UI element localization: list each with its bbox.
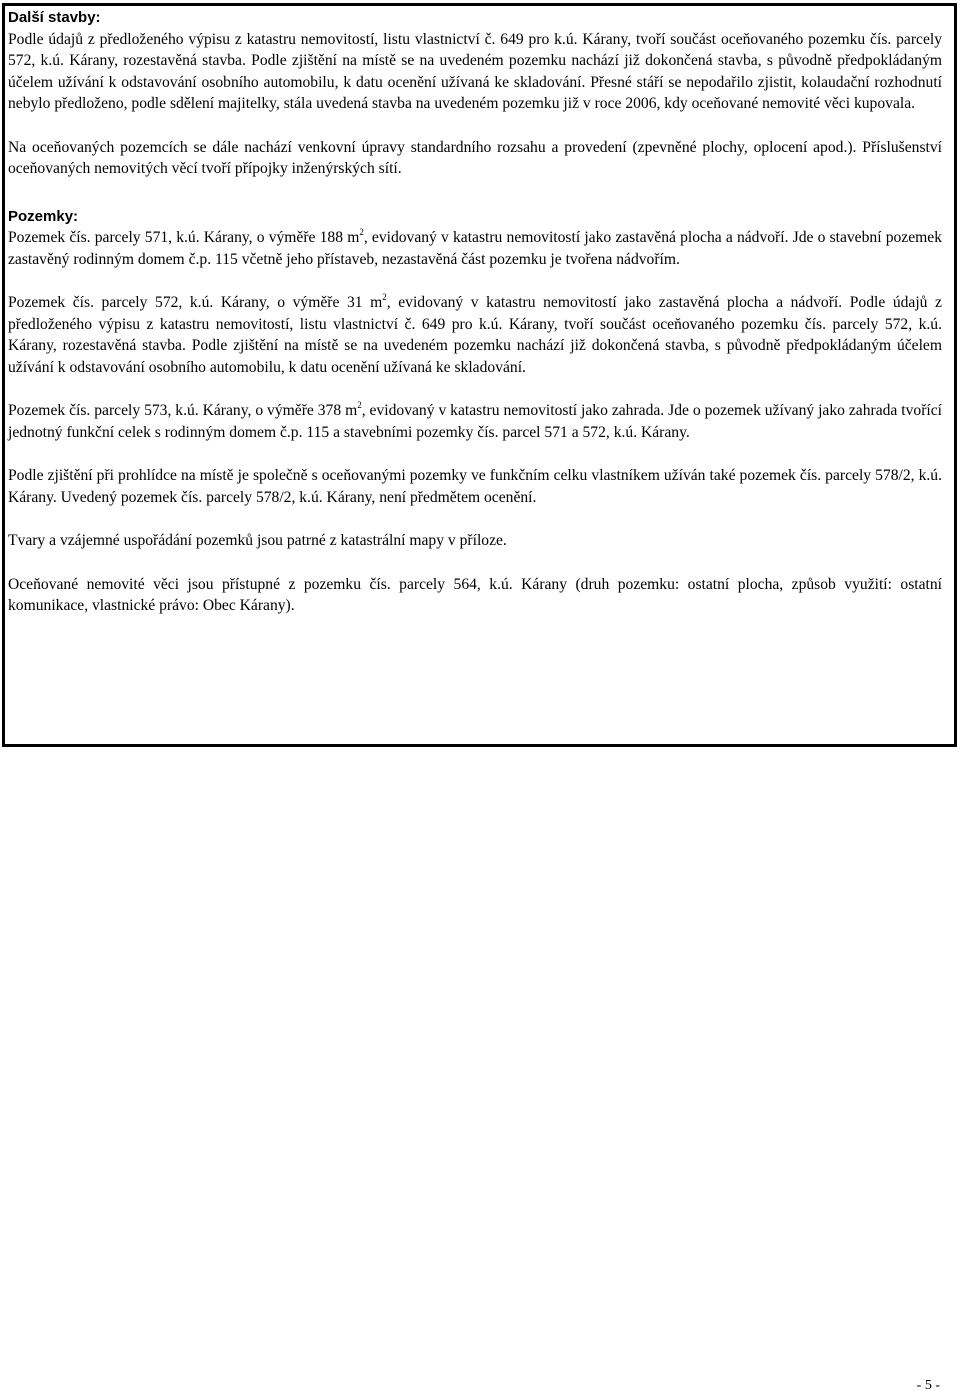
inspection-paragraph: Podle zjištění při prohlídce na místě je společně s oceňovanými pozemky ve funkčním celku vlastníkem užíván také pozemek čís. parcely 578/2, k.ú. Kárany. Uvedený pozemek čís. parcely 578/2, k.ú. Kárany, není předmětem ocenění. [8,467,942,506]
land-heading: Pozemky: [8,207,79,225]
shapes-paragraph: Tvary a vzájemné uspořádání pozemků jsou patrné z katastrální mapy v příloze. [8,532,507,549]
parcel-571-paragraph [8,227,942,270]
parcel-573-text: Pozemek čís. parcely 573, k.ú. Kárany, o výměře 378 m [8,402,358,419]
parcel-571-text: Pozemek čís. parcely 571, k.ú. Kárany, o výměře 188 m [8,229,360,246]
parcel-571-text-rest: , evidovaný v katastru nemovitostí jako zastavěná plocha a nádvoří. Jde o stavební pozemek zastavěný rodinným domem č.p. 115 včetně jeho přístaveb, nezastavěná část pozemku je tvořena nádvořím. [8,229,942,268]
parcel-572-text-rest: , evidovaný v katastru nemovitostí jako zastavěná plocha a nádvoří. Podle údajů z předloženého výpisu z katastru nemovitostí, listu vlastnictví č. 649 pro k.ú. Kárany, tvoří součást oceňovaného pozemku čís. parcely 572, k.ú. Kárany, rozestavěná stavba. Podle zjištění na místě se na uvedeném pozemku nachází již dokončená stavba, s původně předpokládaným účelem užívání k odstavování osobního automobilu, k datu ocenění užívaná ke skladování. [8,294,942,376]
parcel-571-unit-exponent: 2 [359,227,364,237]
other-buildings-paragraph: Podle údajů z předloženého výpisu z katastru nemovitostí, listu vlastnictví č. 649 pro k.ú. Kárany, tvoří součást oceňovaného pozemku čís. parcely 572, k.ú. Kárany, rozestavěná stavba. Podle zjištění na místě se na uvedeném pozemku nachází již dokončená stavba, s původně předpokládaným účelem užívání k odstavování osobního automobilu, k datu ocenění užívaná ke skladování. Přesné stáří se nepodařilo zjistit, kolaudační rozhodnutí nebylo předloženo, podle sdělení majitelky, stála uvedená stavba na uvedeném pozemku již v roce 2006, kdy oceňované nemovité věci kupovala. [8,30,942,112]
parcel-572-unit-exponent: 2 [382,292,387,302]
parcel-572-text: Pozemek čís. parcely 572, k.ú. Kárany, o výměře 31 m [8,294,383,311]
parcel-573-paragraph [8,400,942,443]
page-number: - 5 - [916,1378,940,1393]
parcel-573-unit-exponent: 2 [357,400,362,410]
parcel-572-paragraph [8,292,942,378]
parcel-573-text-rest: , evidovaný v katastru nemovitostí jako zahrada. Jde o pozemek užívaný jako zahrada tvořící jednotný funkční celek s rodinným domem č.p. 115 a stavebními pozemky čís. parcel 571 a 572, k.ú. Kárany. [8,402,942,441]
access-paragraph: Oceňované nemovité věci jsou přístupné z pozemku čís. parcely 564, k.ú. Kárany (druh pozemku: ostatní plocha, způsob využití: ostatní komunikace, vlastnické právo: Obec Kárany). [8,575,942,614]
outdoor-works-paragraph: Na oceňovaných pozemcích se dále nachází venkovní úpravy standardního rozsahu a provedení (zpevněné plochy, oplocení apod.). Příslušenství oceňovaných nemovitých věcí tvoří přípojky inženýrských sítí. [8,138,942,177]
document-body [8,7,942,617]
other-buildings-heading: Další stavby: [8,9,101,26]
